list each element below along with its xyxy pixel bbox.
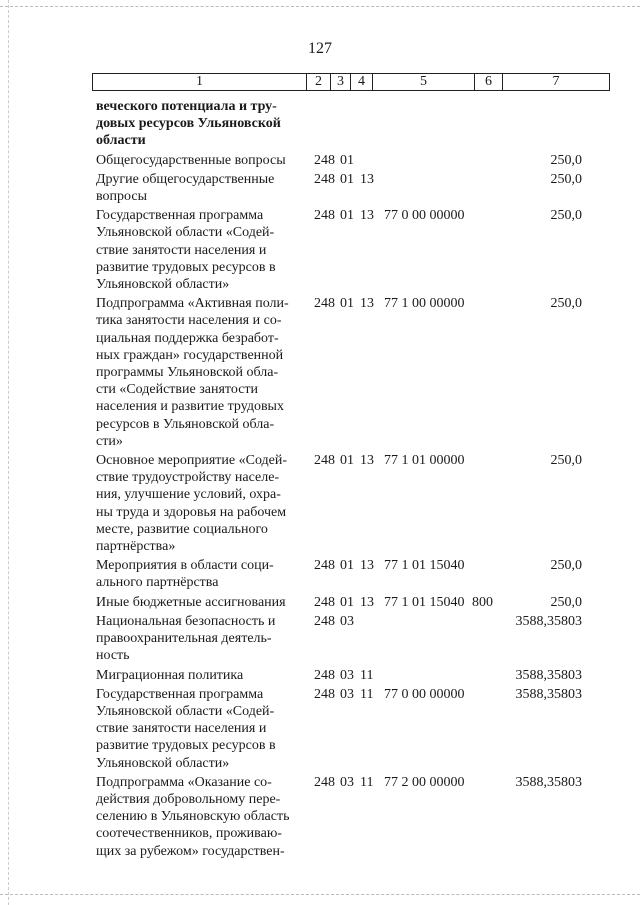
table-header-row bbox=[92, 73, 610, 91]
col-5-cell: 77 2 00 00000 bbox=[384, 774, 465, 790]
page-number: 127 bbox=[308, 40, 332, 57]
col-5-cell: 77 0 00 00000 bbox=[384, 686, 465, 702]
col-2-cell: 248 bbox=[314, 208, 335, 224]
table-row bbox=[96, 594, 606, 611]
page-top-edge bbox=[0, 6, 640, 7]
col-4-cell bbox=[360, 152, 380, 169]
header-col-2: 2 bbox=[307, 74, 331, 90]
col-3-cell: 01 bbox=[340, 208, 354, 224]
col-4-cell: 13 bbox=[360, 558, 374, 574]
table-row bbox=[96, 667, 606, 684]
header-col-6: 6 bbox=[475, 74, 503, 90]
col-2-cell: 248 bbox=[314, 171, 335, 187]
table-row bbox=[96, 98, 606, 150]
col-6-cell bbox=[472, 452, 502, 555]
col-2-cell: 248 bbox=[314, 558, 335, 574]
col-6-cell bbox=[472, 295, 502, 450]
header-col-7: 7 bbox=[552, 74, 560, 89]
row-name: Другие общегосударственные вопросы bbox=[96, 171, 275, 205]
page-left-edge bbox=[8, 0, 9, 905]
col-5-cell: 77 0 00 00000 bbox=[384, 208, 465, 224]
col-6-cell bbox=[472, 667, 502, 684]
table-row bbox=[96, 295, 606, 450]
row-name: Национальная безопасность и правоохранительная деятель- ность bbox=[96, 613, 276, 664]
col-3-cell: 03 bbox=[340, 686, 354, 702]
col-5-cell bbox=[380, 98, 472, 150]
col-3-cell bbox=[340, 98, 360, 150]
col-7-cell: 250,0 bbox=[550, 594, 582, 610]
col-4-cell: 13 bbox=[360, 296, 374, 312]
header-col-1: 1 bbox=[93, 74, 307, 90]
col-7-cell: 250,0 bbox=[550, 296, 582, 312]
col-7-cell: 3588,35803 bbox=[515, 774, 582, 790]
col-6-cell: 800 bbox=[472, 594, 493, 610]
col-4-cell bbox=[360, 613, 380, 665]
col-2-cell: 248 bbox=[314, 686, 335, 702]
table-row bbox=[96, 774, 606, 860]
col-2-cell: 248 bbox=[314, 296, 335, 312]
col-4-cell: 11 bbox=[360, 774, 374, 790]
table-row bbox=[96, 686, 606, 772]
col-5-cell: 77 1 01 15040 bbox=[384, 594, 465, 610]
table-row bbox=[96, 613, 606, 665]
col-2-cell: 248 bbox=[314, 667, 335, 683]
col-5-cell bbox=[380, 171, 472, 205]
row-name: Подпрограмма «Оказание со- действия добровольному пере- селению в Ульяновскую область соотечественников, проживаю- щих за рубежом» государствен- bbox=[96, 774, 290, 859]
col-5-cell: 77 1 01 15040 bbox=[384, 558, 465, 574]
table-row bbox=[96, 557, 606, 591]
col-6-cell bbox=[472, 171, 502, 205]
col-6-cell bbox=[472, 774, 502, 860]
col-3-cell: 03 bbox=[340, 774, 354, 790]
col-4-cell: 11 bbox=[360, 686, 374, 702]
col-3-cell: 01 bbox=[340, 296, 354, 312]
row-name: Государственная программа Ульяновской области «Содей- ствие занятости населения и развитие трудовых ресурсов в Ульяновской области» bbox=[96, 686, 276, 771]
col-6-cell bbox=[472, 152, 502, 169]
col-3-cell: 01 bbox=[340, 558, 354, 574]
page-bottom-edge bbox=[0, 894, 640, 895]
row-name: Государственная программа Ульяновской области «Содей- ствие занятости населения и развитие трудовых ресурсов в Ульяновской области» bbox=[96, 208, 276, 293]
col-4-cell: 11 bbox=[360, 667, 374, 683]
row-name: Иные бюджетные ассигнования bbox=[96, 594, 286, 610]
col-7-cell: 3588,35803 bbox=[515, 686, 582, 702]
col-7-cell bbox=[502, 98, 582, 150]
header-col-3: 3 bbox=[331, 74, 351, 90]
col-3-cell: 03 bbox=[340, 667, 354, 683]
col-7-cell: 250,0 bbox=[550, 208, 582, 224]
col-7-cell: 250,0 bbox=[550, 453, 582, 469]
table-row bbox=[96, 207, 606, 293]
col-3-cell: 01 bbox=[340, 594, 354, 610]
col-3-cell: 01 bbox=[340, 171, 354, 187]
col-4-cell: 13 bbox=[360, 453, 374, 469]
row-name: Общегосударственные вопросы bbox=[96, 152, 286, 168]
col-5-cell bbox=[380, 613, 472, 665]
row-name: Подпрограмма «Активная поли- тика занятости населения и со- циальная поддержка безработ- ных граждан» государственной программы Ульяновской обла- сти «Содействие занятости населения и развитие трудовых ресурсов в Ульяновской обла- сти» bbox=[96, 296, 289, 449]
header-col-4: 4 bbox=[351, 74, 373, 90]
table-row bbox=[96, 452, 606, 555]
col-7-cell: 250,0 bbox=[550, 171, 582, 187]
table-row bbox=[96, 152, 606, 169]
col-7-cell: 250,0 bbox=[550, 558, 582, 574]
col-2-cell bbox=[306, 98, 340, 150]
col-6-cell bbox=[472, 686, 502, 772]
col-2-cell: 248 bbox=[314, 613, 335, 629]
col-7-cell: 3588,35803 bbox=[515, 667, 582, 683]
col-5-cell bbox=[380, 152, 472, 169]
col-4-cell: 13 bbox=[360, 208, 374, 224]
row-name: веческого потенциала и тру- довых ресурсов Ульяновской области bbox=[96, 99, 281, 149]
col-3-cell: 01 bbox=[340, 453, 354, 469]
col-6-cell bbox=[472, 98, 502, 150]
col-6-cell bbox=[472, 557, 502, 591]
col-2-cell: 248 bbox=[314, 774, 335, 790]
col-5-cell bbox=[380, 667, 472, 684]
table-row bbox=[96, 171, 606, 205]
col-2-cell: 248 bbox=[314, 594, 335, 610]
col-3-cell: 03 bbox=[340, 613, 354, 629]
row-name: Мероприятия в области соци- ального партнёрства bbox=[96, 558, 274, 591]
col-7-cell: 3588,35803 bbox=[515, 613, 582, 629]
table-body bbox=[96, 98, 606, 862]
col-2-cell: 248 bbox=[314, 152, 335, 168]
row-name: Основное мероприятие «Содей- ствие трудоустройству населе- ния, улучшение условий, охра- ны труда и здоровья на рабочем месте, развитие социального партнёрства» bbox=[96, 453, 288, 555]
col-3-cell: 01 bbox=[340, 152, 354, 168]
col-7-cell: 250,0 bbox=[550, 152, 582, 168]
col-4-cell bbox=[360, 98, 380, 150]
col-5-cell: 77 1 01 00000 bbox=[384, 453, 465, 469]
col-6-cell bbox=[472, 613, 502, 665]
col-4-cell: 13 bbox=[360, 171, 374, 187]
col-2-cell: 248 bbox=[314, 453, 335, 469]
row-name: Миграционная политика bbox=[96, 667, 244, 683]
col-5-cell: 77 1 00 00000 bbox=[384, 296, 465, 312]
col-4-cell: 13 bbox=[360, 594, 374, 610]
header-col-5: 5 bbox=[373, 74, 475, 90]
col-6-cell bbox=[472, 207, 502, 293]
